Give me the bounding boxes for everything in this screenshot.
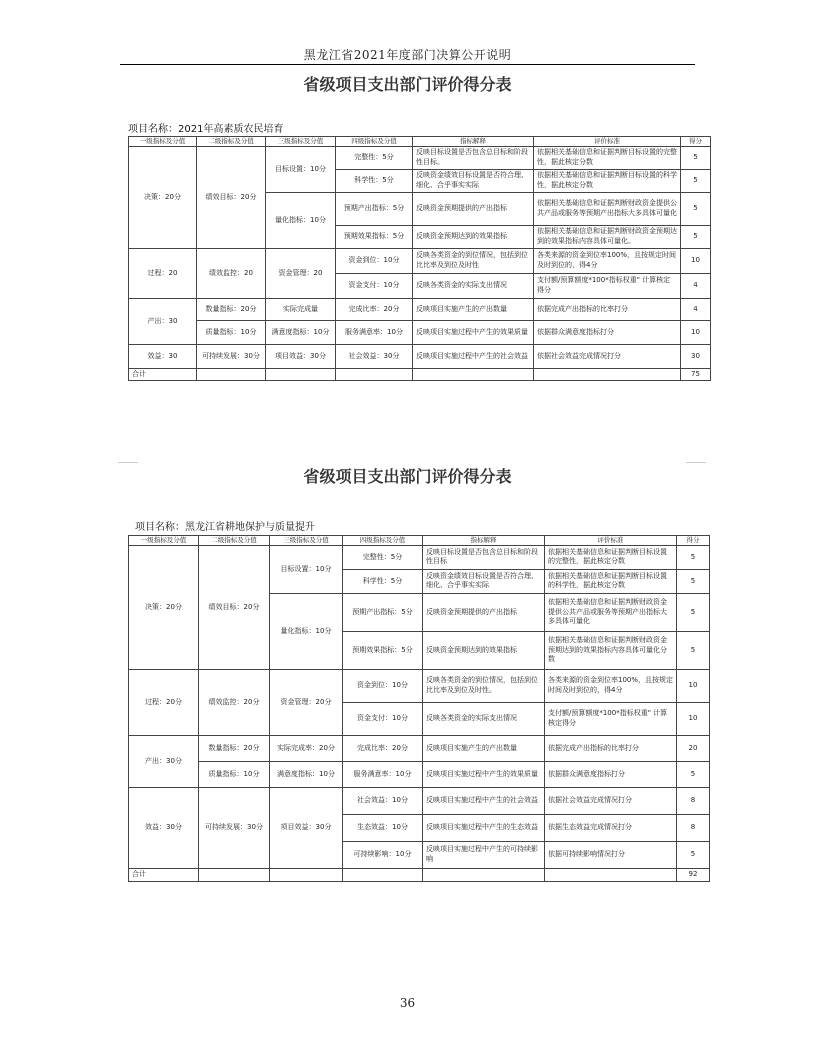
level4-cell: 可持续影响：10分 [343, 841, 423, 868]
explanation-cell: 反映项目实施产生的产出数量 [423, 735, 545, 761]
level3-cell: 实际完成率：20分 [270, 735, 343, 761]
explanation-cell: 反映资金绩效目标设置是否符合理、细化、合乎事实实际 [423, 569, 545, 593]
separator-left [118, 462, 138, 463]
level3-cell: 目标设置：10分 [270, 545, 343, 593]
level2-cell: 可持续发展：30分 [197, 344, 266, 368]
level4-cell: 预期效果指标：5分 [343, 631, 423, 669]
score-cell: 5 [681, 169, 711, 192]
separator-right [686, 462, 706, 463]
table-row [129, 735, 710, 761]
level2-cell: 绩效目标：20分 [197, 146, 266, 248]
header-cell: 得分 [677, 536, 710, 546]
empty-cell [534, 368, 681, 380]
empty-cell [199, 868, 270, 881]
table-header-row [129, 137, 711, 147]
level4-cell: 科学性：5分 [336, 169, 413, 192]
header-cell: 三级指标及分值 [266, 137, 336, 147]
level3-cell: 项目效益：30分 [270, 787, 343, 868]
standard-cell: 依据相关基础信息和证据判断财政资金提供公共产品或服务等预期产出指标大多具体可量化 [534, 192, 681, 225]
level3-cell: 量化指标：10分 [270, 593, 343, 669]
level3-cell: 资金管理：20分 [270, 669, 343, 735]
level4-cell: 生态效益：10分 [343, 814, 423, 841]
table-2-project-name: 项目名称：黑龙江省耕地保护与质量提升 [135, 522, 315, 533]
header-cell: 评价标准 [545, 536, 677, 546]
standard-cell: 依据生态效益完成情况打分 [545, 814, 677, 841]
table-row [129, 761, 710, 787]
score-cell: 8 [677, 787, 710, 814]
table-row [129, 545, 710, 569]
header-cell: 三级指标及分值 [270, 536, 343, 546]
level3-cell: 项目效益：30分 [266, 344, 336, 368]
score-cell: 5 [681, 192, 711, 225]
total-label-cell: 合计 [129, 368, 197, 380]
empty-cell [336, 368, 413, 380]
level1-cell: 产出：30 [129, 298, 197, 344]
table-row [129, 248, 711, 273]
explanation-cell: 反映项目实施过程中产生的生态效益 [423, 814, 545, 841]
standard-cell: 依据社会效益完成情况打分 [534, 344, 681, 368]
header-cell: 指标解释 [423, 536, 545, 546]
header-cell: 二级指标及分值 [199, 536, 270, 546]
score-cell: 5 [681, 225, 711, 248]
explanation-cell: 反映各类资金的到位情况，包括到位比比率及到位及时性 [413, 248, 534, 273]
total-label-cell: 合计 [129, 868, 199, 881]
level4-cell: 社会效益：30分 [336, 344, 413, 368]
table-total-row [129, 868, 710, 881]
empty-cell [343, 868, 423, 881]
score-cell: 5 [677, 593, 710, 631]
explanation-cell: 反映项目实施过程中产生的可持续影响 [423, 841, 545, 868]
score-cell: 5 [677, 631, 710, 669]
level1-cell: 决策：20分 [129, 146, 197, 248]
header-cell: 得分 [681, 137, 711, 147]
score-cell: 5 [677, 841, 710, 868]
table-row [129, 298, 711, 320]
score-cell: 5 [677, 569, 710, 593]
table-1-title: 省级项目支出部门评价得分表 [303, 75, 512, 94]
level3-cell: 量化指标：10分 [266, 192, 336, 248]
level4-cell: 完成比率：20分 [336, 298, 413, 320]
score-cell: 10 [677, 669, 710, 702]
empty-cell [270, 868, 343, 881]
standard-cell: 各类来源的资金到位率100%，且按规定时间及时到位的，得4分 [534, 248, 681, 273]
level4-cell: 服务满意率：10分 [336, 320, 413, 344]
level4-cell: 科学性：5分 [343, 569, 423, 593]
header-cell: 四级指标及分值 [336, 137, 413, 147]
explanation-cell: 反映资金预期达到的效果指标 [423, 631, 545, 669]
score-cell: 4 [681, 273, 711, 298]
table-2 [128, 535, 710, 882]
level2-cell: 绩效监控：20分 [199, 669, 270, 735]
standard-cell: 支付额/预算额度*100*指标权重" 计算核定得分 [534, 273, 681, 298]
level4-cell: 预期产出指标：5分 [343, 593, 423, 631]
header-cell: 二级指标及分值 [197, 137, 266, 147]
level4-cell: 预期效果指标：5分 [336, 225, 413, 248]
level4-cell: 完整性：5分 [336, 146, 413, 169]
standard-cell: 各类来源的资金到位率100%，且按规定时间及时到位的，得4分 [545, 669, 677, 702]
explanation-cell: 反映项目实施过程中产生的社会效益 [423, 787, 545, 814]
level2-cell: 数量指标：20分 [197, 298, 266, 320]
level4-cell: 资金支付：10分 [343, 702, 423, 735]
explanation-cell: 反映资金绩效目标设置是否符合理、细化、合乎事实实际 [413, 169, 534, 192]
level3-cell: 目标设置：10分 [266, 146, 336, 192]
header-cell: 指标解释 [413, 137, 534, 147]
explanation-cell: 反映目标设置是否包含总目标和阶段性目标。 [413, 146, 534, 169]
level4-cell: 资金支付：10分 [336, 273, 413, 298]
standard-cell: 依据群众满意度指标打分 [534, 320, 681, 344]
table-row [129, 787, 710, 814]
level2-cell: 质量指标：10分 [197, 320, 266, 344]
standard-cell: 依据完成产出指标的比率打分 [534, 298, 681, 320]
level4-cell: 资金到位：10分 [336, 248, 413, 273]
level4-cell: 预期产出指标：5分 [336, 192, 413, 225]
explanation-cell: 反映项目实施过程中产生的效果质量 [423, 761, 545, 787]
level3-cell: 满意度指标：10分 [266, 320, 336, 344]
explanation-cell: 反映各类资金的实际支出情况 [423, 702, 545, 735]
table-row [129, 146, 711, 169]
header-cell: 一级指标及分值 [129, 137, 197, 147]
table-row [129, 320, 711, 344]
standard-cell: 依据相关基础信息和证据判断目标设置的科学性，据此核定分数 [534, 169, 681, 192]
level1-cell: 过程：20分 [129, 669, 199, 735]
empty-cell [413, 368, 534, 380]
level1-cell: 过程：20 [129, 248, 197, 298]
header-rule [120, 64, 695, 65]
score-cell: 30 [681, 344, 711, 368]
score-cell: 20 [677, 735, 710, 761]
score-cell: 10 [681, 320, 711, 344]
score-cell: 5 [677, 761, 710, 787]
level2-cell: 可持续发展：30分 [199, 787, 270, 868]
standard-cell: 依据相关基础信息和证据判断目标设置的完整性，据此核定分数 [534, 146, 681, 169]
level3-cell: 实际完成量 [266, 298, 336, 320]
standard-cell: 依据完成产出指标的比率打分 [545, 735, 677, 761]
level3-cell: 资金管理：20 [266, 248, 336, 298]
level4-cell: 社会效益：10分 [343, 787, 423, 814]
standard-cell: 依据相关基础信息和证据判断目标设置的科学性，据此核定分数 [545, 569, 677, 593]
level1-cell: 效益：30 [129, 344, 197, 368]
level1-cell: 产出：30分 [129, 735, 199, 787]
explanation-cell: 反映项目实施过程中产生的社会效益 [413, 344, 534, 368]
level4-cell: 完整性：5分 [343, 545, 423, 569]
explanation-cell: 反映项目实施过程中产生的效果质量 [413, 320, 534, 344]
explanation-cell: 反映资金预期提供的产出指标 [413, 192, 534, 225]
table-header-row [129, 536, 710, 546]
table-total-row [129, 368, 711, 380]
level4-cell: 资金到位：10分 [343, 669, 423, 702]
score-cell: 5 [681, 146, 711, 169]
empty-cell [197, 368, 266, 380]
empty-cell [423, 868, 545, 881]
explanation-cell: 反映资金预期达到的效果指标 [413, 225, 534, 248]
score-cell: 4 [681, 298, 711, 320]
standard-cell: 依据相关基础信息和证据判断目标设置的完整性，据此核定分数 [545, 545, 677, 569]
level3-cell: 满意度指标：10分 [270, 761, 343, 787]
explanation-cell: 反映各类资金的实际支出情况 [413, 273, 534, 298]
explanation-cell: 反映资金预期提供的产出指标 [423, 593, 545, 631]
empty-cell [266, 368, 336, 380]
level2-cell: 绩效目标：20分 [199, 545, 270, 669]
standard-cell: 依据相关基础信息和证据判断财政资金提供公共产品或服务等预期产出指标大多具体可量化 [545, 593, 677, 631]
total-score-cell: 75 [681, 368, 711, 380]
standard-cell: 依据相关基础信息和证据判断财政资金预期达到的效果指标内容具体可量化分数 [545, 631, 677, 669]
table-1-project-name: 项目名称：2021年高素质农民培育 [128, 124, 284, 135]
page-header: 黑龙江省2021年度部门决算公开说明 [303, 48, 512, 62]
total-score-cell: 92 [677, 868, 710, 881]
standard-cell: 依据社会效益完成情况打分 [545, 787, 677, 814]
level2-cell: 绩效监控：20 [197, 248, 266, 298]
header-cell: 四级指标及分值 [343, 536, 423, 546]
table-2-title: 省级项目支出部门评价得分表 [303, 467, 512, 486]
table-row [129, 669, 710, 702]
standard-cell: 依据群众满意度指标打分 [545, 761, 677, 787]
standard-cell: 依据可持续影响情况打分 [545, 841, 677, 868]
level2-cell: 质量指标：10分 [199, 761, 270, 787]
explanation-cell: 反映项目实施产生的产出数量 [413, 298, 534, 320]
level2-cell: 数量指标：20分 [199, 735, 270, 761]
level1-cell: 决策：20分 [129, 545, 199, 669]
table-1 [128, 136, 711, 381]
table-row [129, 344, 711, 368]
explanation-cell: 反映各类资金的到位情况，包括到位比比率及到位及时性。 [423, 669, 545, 702]
explanation-cell: 反映目标设置是否包含总目标和阶段性目标 [423, 545, 545, 569]
score-cell: 10 [677, 702, 710, 735]
score-cell: 5 [677, 545, 710, 569]
header-cell: 一级指标及分值 [129, 536, 199, 546]
score-cell: 8 [677, 814, 710, 841]
score-cell: 10 [681, 248, 711, 273]
level4-cell: 完成比率：20分 [343, 735, 423, 761]
level4-cell: 服务满意率：10分 [343, 761, 423, 787]
standard-cell: 依据相关基础信息和证据判断财政资金预期达到的效果指标内容具体可量化。 [534, 225, 681, 248]
empty-cell [545, 868, 677, 881]
page-number: 36 [399, 996, 416, 1010]
header-cell: 评价标准 [534, 137, 681, 147]
standard-cell: 支付额/预算额度*100*指标权重" 计算核定得分 [545, 702, 677, 735]
level1-cell: 效益：30分 [129, 787, 199, 868]
